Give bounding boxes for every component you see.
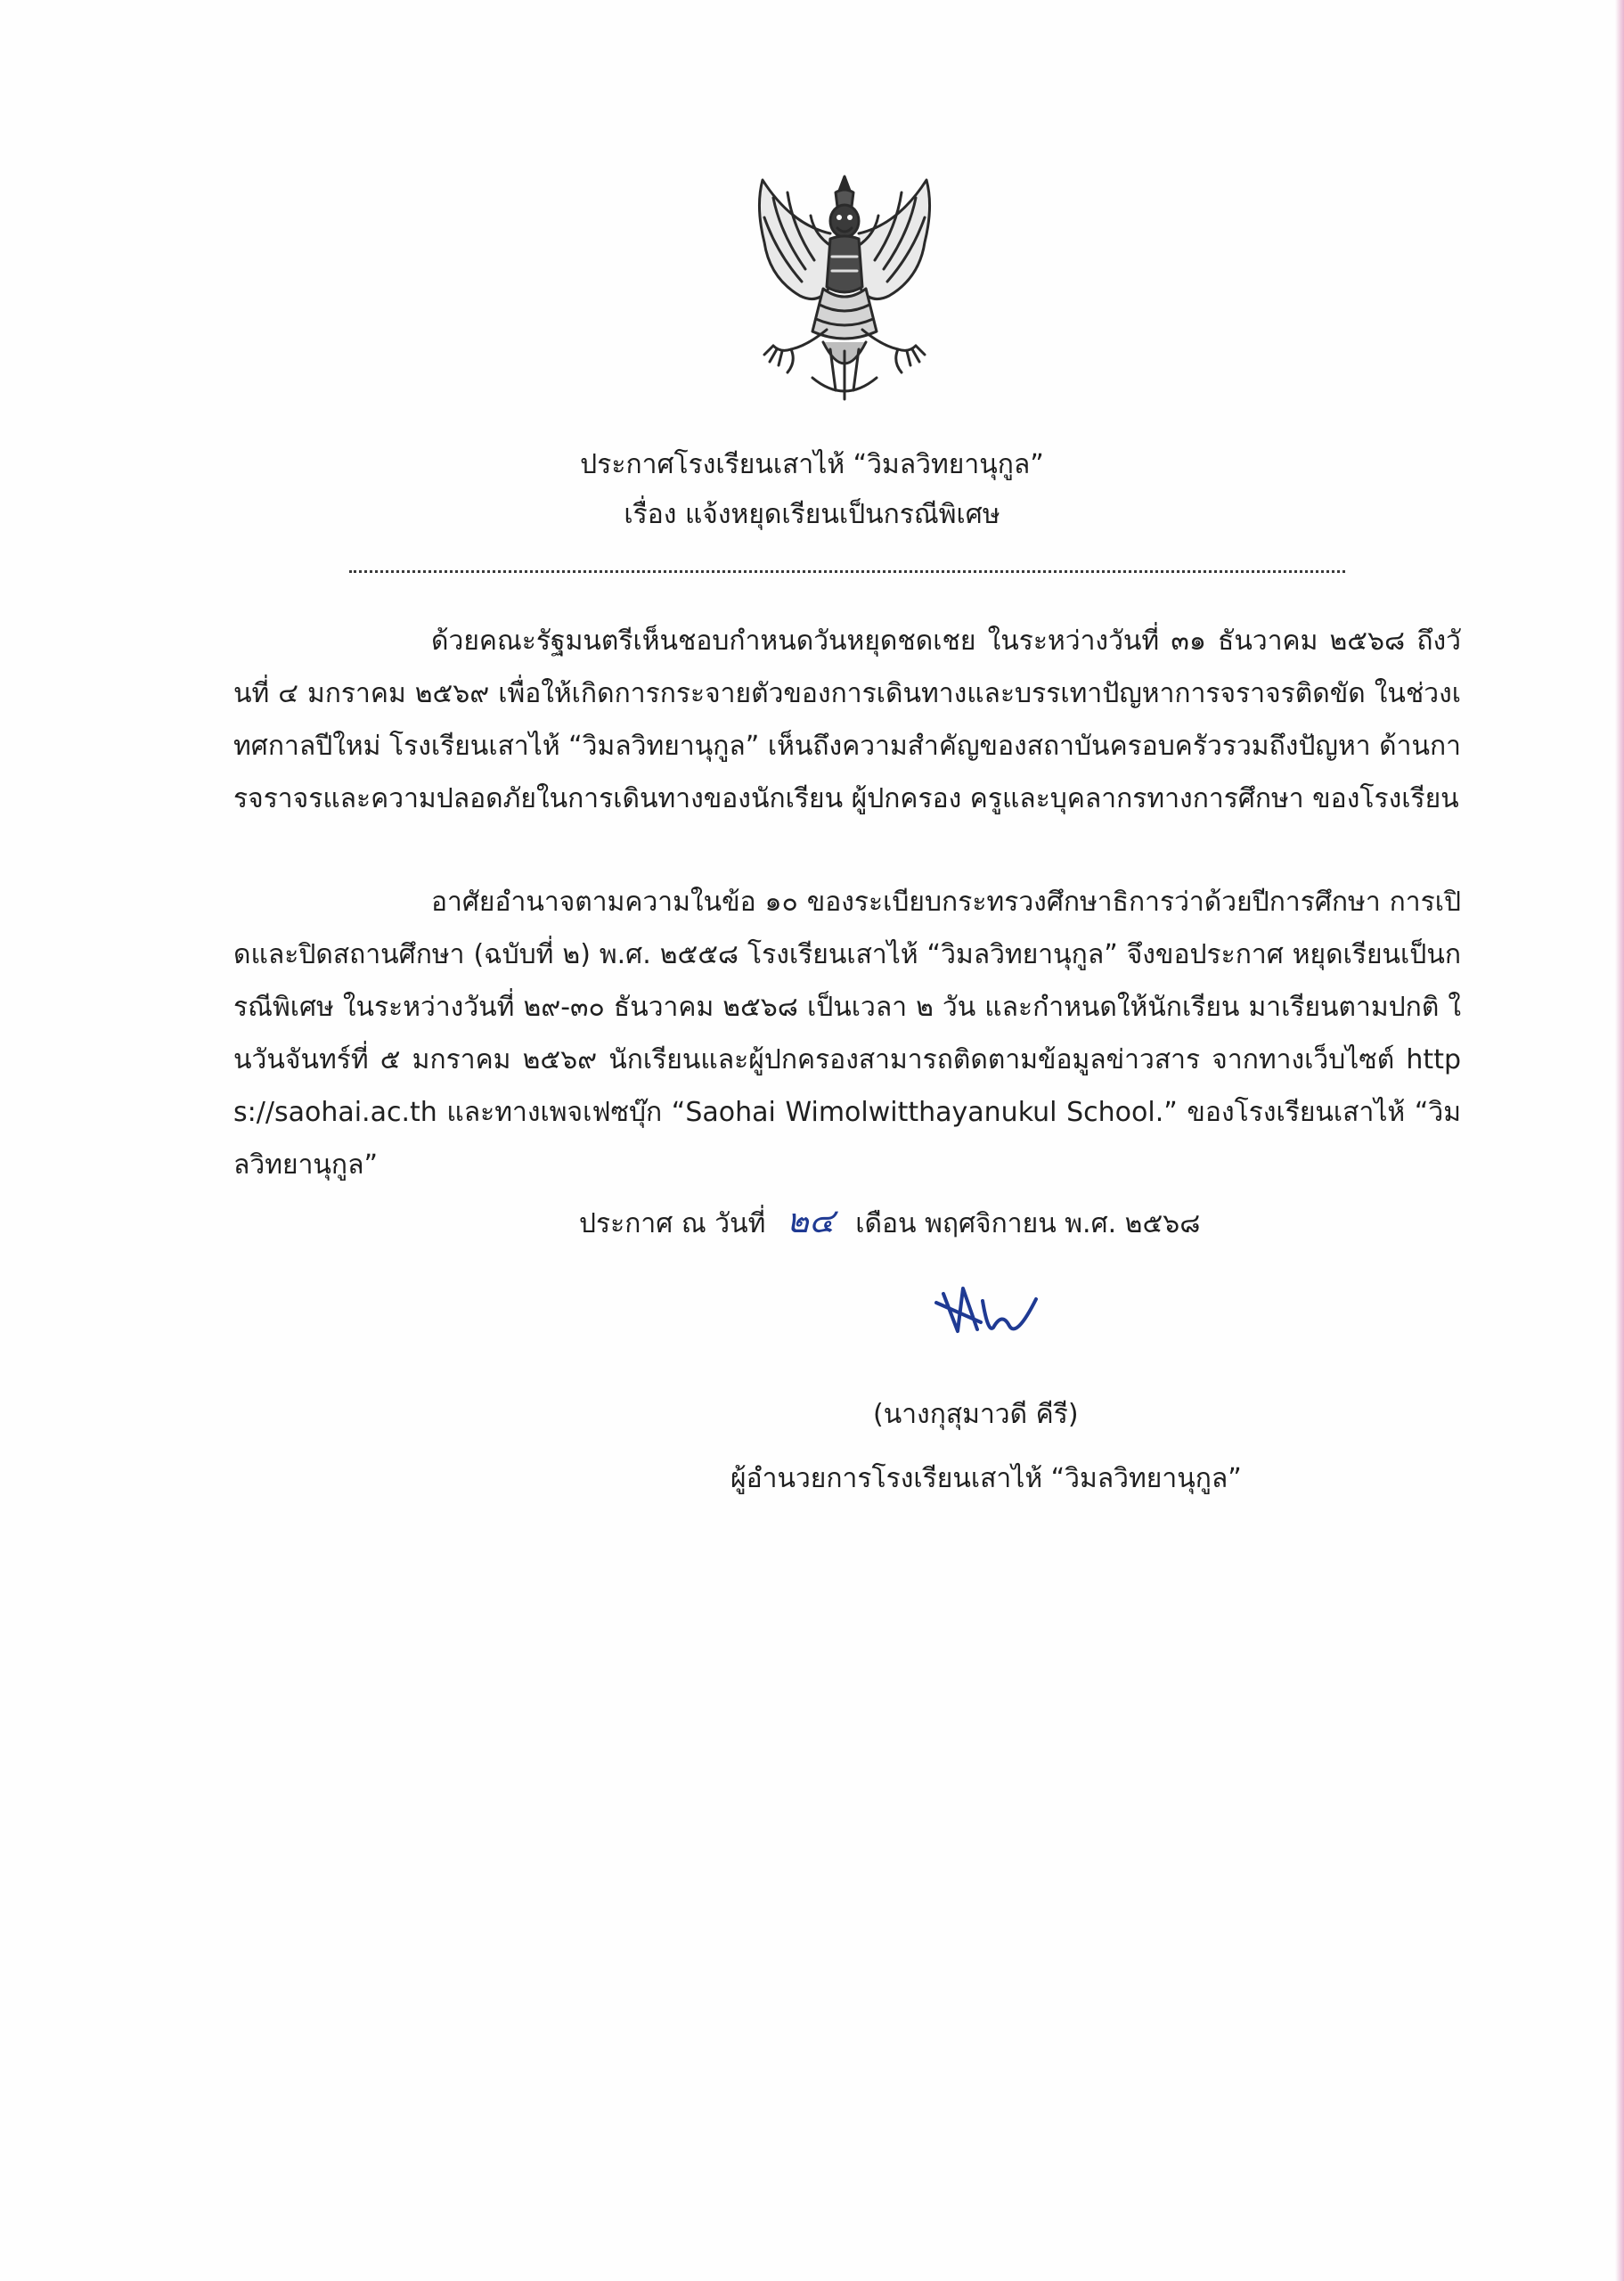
- date-day-handwritten: ๒๔: [786, 1201, 835, 1240]
- handwritten-signature: [931, 1276, 1047, 1356]
- signer-name: (นางกุสุมาวดี คีรี): [873, 1399, 1079, 1430]
- divider: [349, 570, 1345, 573]
- body-paragraph-1: ด้วยคณะรัฐมนตรีเห็นชอบกำหนดวันหยุดชดเชย ในระหว่างวันที่ ๓๑ ธันวาคม ๒๕๖๘ ถึงวันที่ ๔ มกราคม ๒๕๖๙ เพื่อให้เกิดการกระจายตัวของการเดินทางและบรรเทาปัญหาการจราจรติดขัด ในช่วงเทศกาลปีใหม่ โรงเรียนเสาไห้ “วิมลวิทยานุกูล” เห็นถึงความสำคัญของสถาบันครอบครัวรวมถึงปัญหา ด้านการจราจรและความปลอดภัยในการเดินทางของนักเรียน ผู้ปกครอง ครูและบุคลากรทางการศึกษา ของโรงเรียน: [233, 625, 1461, 814]
- signer-position: ผู้อำนวยการโรงเรียนเสาไห้ “วิมลวิทยานุกูล”: [730, 1463, 1242, 1494]
- page-edge: [1615, 0, 1624, 2281]
- announcement-title: ประกาศโรงเรียนเสาไห้ “วิมลวิทยานุกูล”: [580, 449, 1044, 480]
- announcement-date: [579, 1203, 1200, 1242]
- date-prefix: ประกาศ ณ วันที่: [579, 1208, 766, 1239]
- garuda-emblem-icon: [738, 171, 951, 413]
- announcement-subject: เรื่อง แจ้งหยุดเรียนเป็นกรณีพิเศษ: [624, 499, 1000, 530]
- body-paragraph-2: อาศัยอำนาจตามความในข้อ ๑๐ ของระเบียบกระทรวงศึกษาธิการว่าด้วยปีการศึกษา การเปิดและปิดสถานศึกษา (ฉบับที่ ๒) พ.ศ. ๒๕๕๘ โรงเรียนเสาไห้ “วิมลวิทยานุกูล” จึงขอประกาศ หยุดเรียนเป็นกรณีพิเศษ ในระหว่างวันที่ ๒๙-๓๐ ธันวาคม ๒๕๖๘ เป็นเวลา ๒ วัน และกำหนดให้นักเรียน มาเรียนตามปกติ ในวันจันทร์ที่ ๕ มกราคม ๒๕๖๙ นักเรียนและผู้ปกครองสามารถติดตามข้อมูลข่าวสาร จากทางเว็บไซต์ https://saohai.ac.th และทางเพจเฟซบุ๊ก “Saohai Wimolwitthayanukul School.” ของโรงเรียนเสาไห้ “วิมลวิทยานุกูล”: [233, 887, 1461, 1181]
- date-suffix: เดือน พฤศจิกายน พ.ศ. ๒๕๖๘: [855, 1208, 1201, 1239]
